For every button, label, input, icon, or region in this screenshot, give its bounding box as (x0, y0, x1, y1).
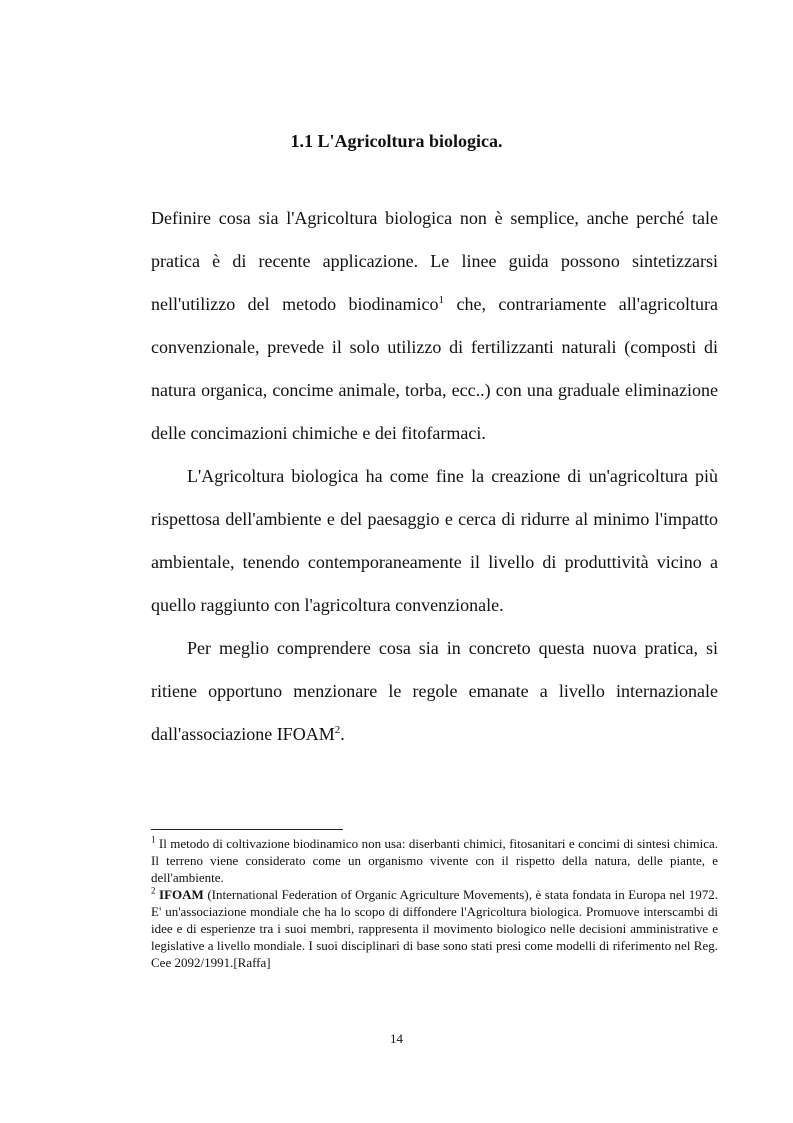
paragraph-2: L'Agricoltura biologica ha come fine la creazione di un'agricoltura più rispettosa dell'ambiente e del paesaggio e cerca di ridurre al minimo l'impatto ambientale, tenendo contemporaneamente il livello di produttività vicino a quello raggiunto con l'agricoltura convenzionale. (151, 466, 718, 615)
body-text (151, 197, 718, 756)
footnote-1 (151, 835, 718, 886)
footnote-ref-1[interactable]: 1 (438, 294, 445, 306)
section-heading: 1.1 L'Agricoltura biologica. (290, 131, 503, 151)
footnote-2-number: 2 (151, 885, 156, 896)
footnote-1-number: 1 (151, 834, 156, 845)
footnote-2 (151, 886, 718, 971)
paragraph-3 (151, 627, 718, 756)
footnotes (151, 835, 718, 971)
footnote-1-text: Il metodo di coltivazione biodinamico non usa: diserbanti chimici, fitosanitari e concimi di sintesi chimica. Il terreno viene considerato come un organismo vivente con il rispetto della natura, delle piante, e dell'ambiente. (151, 836, 718, 885)
paragraph-3-text-after: . (340, 724, 345, 744)
page-number: 14 (390, 1031, 403, 1046)
footnote-ref-2[interactable]: 2 (334, 724, 341, 736)
paragraph-3-text-before: Per meglio comprendere cosa sia in concreto questa nuova pratica, si ritiene opportuno menzionare le regole emanate a livello internazionale dall'associazione IFOAM (151, 638, 718, 744)
footnote-2-term: IFOAM (159, 887, 204, 902)
paragraph-1-text-after: che, contrariamente all'agricoltura convenzionale, prevede il solo utilizzo di fertilizzanti naturali (composti di natura organica, concime animale, torba, ecc..) con una graduale eliminazione delle concimazioni chimiche e dei fitofarmaci. (151, 294, 718, 443)
footnote-separator (151, 829, 343, 830)
paragraph-1 (151, 197, 718, 455)
paragraph-1-text-before: Definire cosa sia l'Agricoltura biologica non è semplice, anche perché tale pratica è di recente applicazione. Le linee guida possono sintetizzarsi nell'utilizzo del metodo biodinamico (151, 208, 718, 314)
footnote-2-text: (International Federation of Organic Agriculture Movements), è stata fondata in Europa nel 1972. E' un'associazione mondiale che ha lo scopo di diffondere l'Agricoltura biologica. Promuove interscambi di idee e di esperienze tra i suoi membri, rappresenta il movimento biologico nelle decisioni amministrative e legislative a livello mondiale. I suoi disciplinari di base sono stati presi come modelli di riferimento nel Reg. Cee 2092/1991.[Raffa] (151, 887, 718, 970)
